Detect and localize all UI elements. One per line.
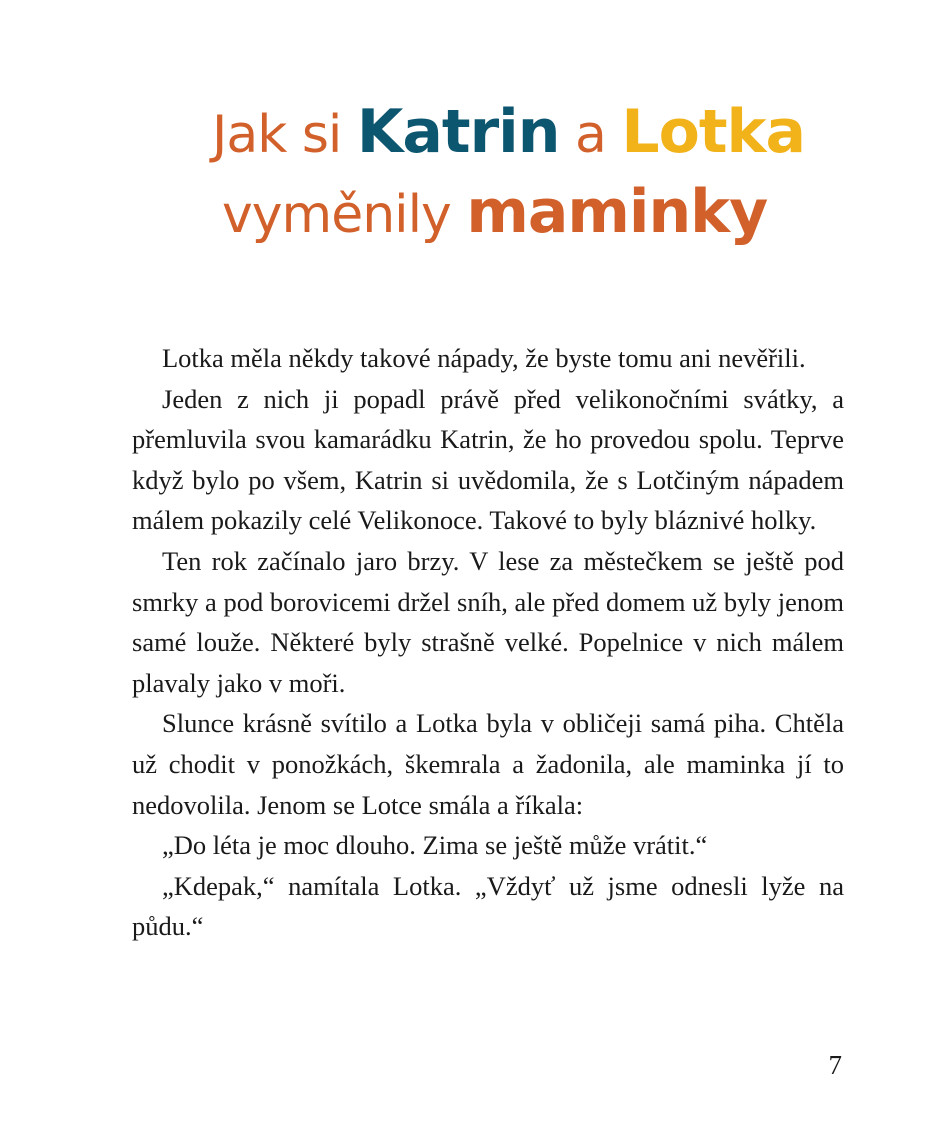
chapter-body [132,338,844,947]
title-text-a: a [559,105,622,165]
title-text-jak-si: Jak si [212,105,357,165]
paragraph: „Do léta je moc dlouho. Zima se ještě může vrátit.“ [162,830,708,861]
paragraph: Slunce krásně svítilo a Lotka byla v obličeji samá piha. Chtěla už chodit v ponožkách, škemrala a žadonila, ale maminka jí to nedovolila. Jenom se Lotce smála a říkala: [132,708,844,820]
paragraph: Jeden z nich ji popadl právě před velikonočními svátky, a přemluvila svou kamarádku Katrin, že ho provedou spolu. Teprve když bylo po všem, Katrin si uvědomila, že s Lotčiným nápadem málem pokazily celé Velikonoce. Takové to byly bláznivé holky. [132,383,844,536]
title-name-katrin: Katrin [356,97,560,167]
page-number: 7 [828,1050,842,1080]
title-text-maminky: maminky [466,177,768,247]
title-text-vymenily: vyměnily [222,185,467,245]
title-name-lotka: Lotka [621,97,805,167]
chapter-title-line-1 [212,92,938,175]
paragraph: Ten rok začínalo jaro brzy. V lese za městečkem se ještě pod smrky a pod borovicemi držel sníh, ale před domem už byly jenom samé louže. Některé byly strašně velké. Popelnice v nich málem plavaly jako v moři. [132,545,844,698]
paragraph: Lotka měla někdy takové nápady, že byste tomu ani nevěřili. [162,343,806,373]
chapter-title-line-2 [222,172,938,255]
paragraph: „Kdepak,“ namítala Lotka. „Vždyť už jsme odnesli lyže na půdu.“ [132,870,844,942]
